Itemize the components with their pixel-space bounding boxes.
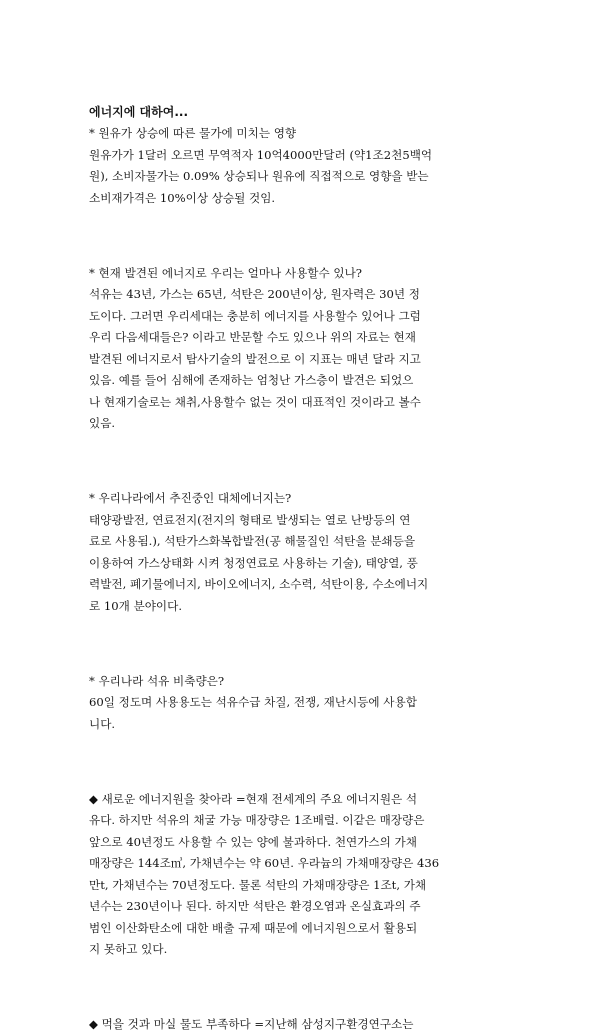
text-line: 도이다. 그러면 우리세대는 충분히 에너지를 사용할수 있어나 그럼 xyxy=(89,308,421,323)
text-line: * 우리나라에서 추진중인 대체에너지는? xyxy=(89,491,292,505)
blank-line xyxy=(89,751,509,773)
text-line: 앞으로 40년정도 사용할 수 있는 양에 불과하다. 천연가스의 가채 xyxy=(89,834,417,849)
text-line: 년수는 230년이나 된다. 하지만 석탄은 환경오염과 온실효과의 주 xyxy=(89,899,421,913)
text-line: 료로 사용됨.), 석탄가스화복합발전(공 해물질인 석탄을 분쇄등을 xyxy=(89,534,416,548)
document-title: 에너지에 대하여... xyxy=(89,105,188,119)
text-line: 발견된 에너지로서 탐사기술의 발전으로 이 지표는 매년 달라 지고 xyxy=(89,351,421,366)
text-line: 범인 이산화탄소에 대한 배출 규제 때문에 에너지원으로서 활용되 xyxy=(89,920,418,935)
text-line: 지 못하고 있다. xyxy=(89,942,168,956)
text-line: 로 10개 분야이다. xyxy=(89,598,183,613)
document-text xyxy=(89,123,509,1036)
text-line: 유다. 하지만 석유의 채굴 가능 매장량은 1조배럴. 이같은 매장량은 xyxy=(89,813,425,827)
text-line: 만t, 가채년수는 70년정도다. 물론 석탄의 가채매장량은 1조t, 가채 xyxy=(89,877,427,892)
text-line: * 우리나라 석유 비축량은? xyxy=(89,673,225,688)
blank-line xyxy=(89,225,509,247)
text-line: * 현재 발견된 에너지로 우리는 얼마나 사용할수 있나? xyxy=(89,265,363,280)
text-line: 있음. xyxy=(89,416,116,430)
text-line: ◆ 먹을 것과 마실 물도 부족하다 =지난해 삼성지구환경연구소는 xyxy=(89,1017,414,1031)
text-line: 있음. 예를 들어 심해에 존재하는 엄청난 가스층이 발견은 되었으 xyxy=(89,373,414,387)
text-line: 나 현재기술로는 채취,사용할수 없는 것이 대표적인 것이라고 볼수 xyxy=(89,394,421,409)
text-line: ◆ 새로운 에너지원을 찾아라 =현재 전세계의 주요 에너지원은 석 xyxy=(89,791,418,806)
text-line: * 원유가 상승에 따른 물가에 미치는 영향 xyxy=(89,126,297,140)
text-line: 니다. xyxy=(89,716,116,731)
text-line: 원유가가 1달러 오르면 무역적자 10억4000만달러 (약1조2천5백억 xyxy=(89,147,433,162)
text-line: 60일 정도며 사용용도는 석유수급 차질, 전쟁, 재난시등에 사용합 xyxy=(89,695,417,709)
blank-line xyxy=(89,633,509,655)
text-line: 력발전, 폐기물에너지, 바이오에너지, 소수력, 석탄이용, 수소에너지 xyxy=(89,577,429,591)
text-line: 석유는 43년, 가스는 65년, 석탄은 200년이상, 원자력은 30년 정 xyxy=(89,287,420,301)
text-line: 소비재가격은 10%이상 상승될 것임. xyxy=(89,190,276,205)
text-line: 태양광발전, 연료전지(전지의 형태로 발생되는 열로 난방등의 연 xyxy=(89,512,411,527)
text-line: 우리 다음세대들은? 이라고 반문할 수도 있으나 위의 자료는 현재 xyxy=(89,330,416,344)
document-body xyxy=(89,102,509,1036)
text-line: 원), 소비자물가는 0.09% 상승되나 원유에 직접적으로 영향을 받는 xyxy=(89,169,429,183)
blank-line xyxy=(89,451,509,473)
text-line: 이용하여 가스상태화 시켜 청정연료로 사용하는 기술), 태양열, 풍 xyxy=(89,555,418,570)
text-line: 매장량은 144조㎥, 가채년수는 약 60년. 우라늄의 가채매장량은 436 xyxy=(89,856,440,870)
blank-line xyxy=(89,977,509,999)
